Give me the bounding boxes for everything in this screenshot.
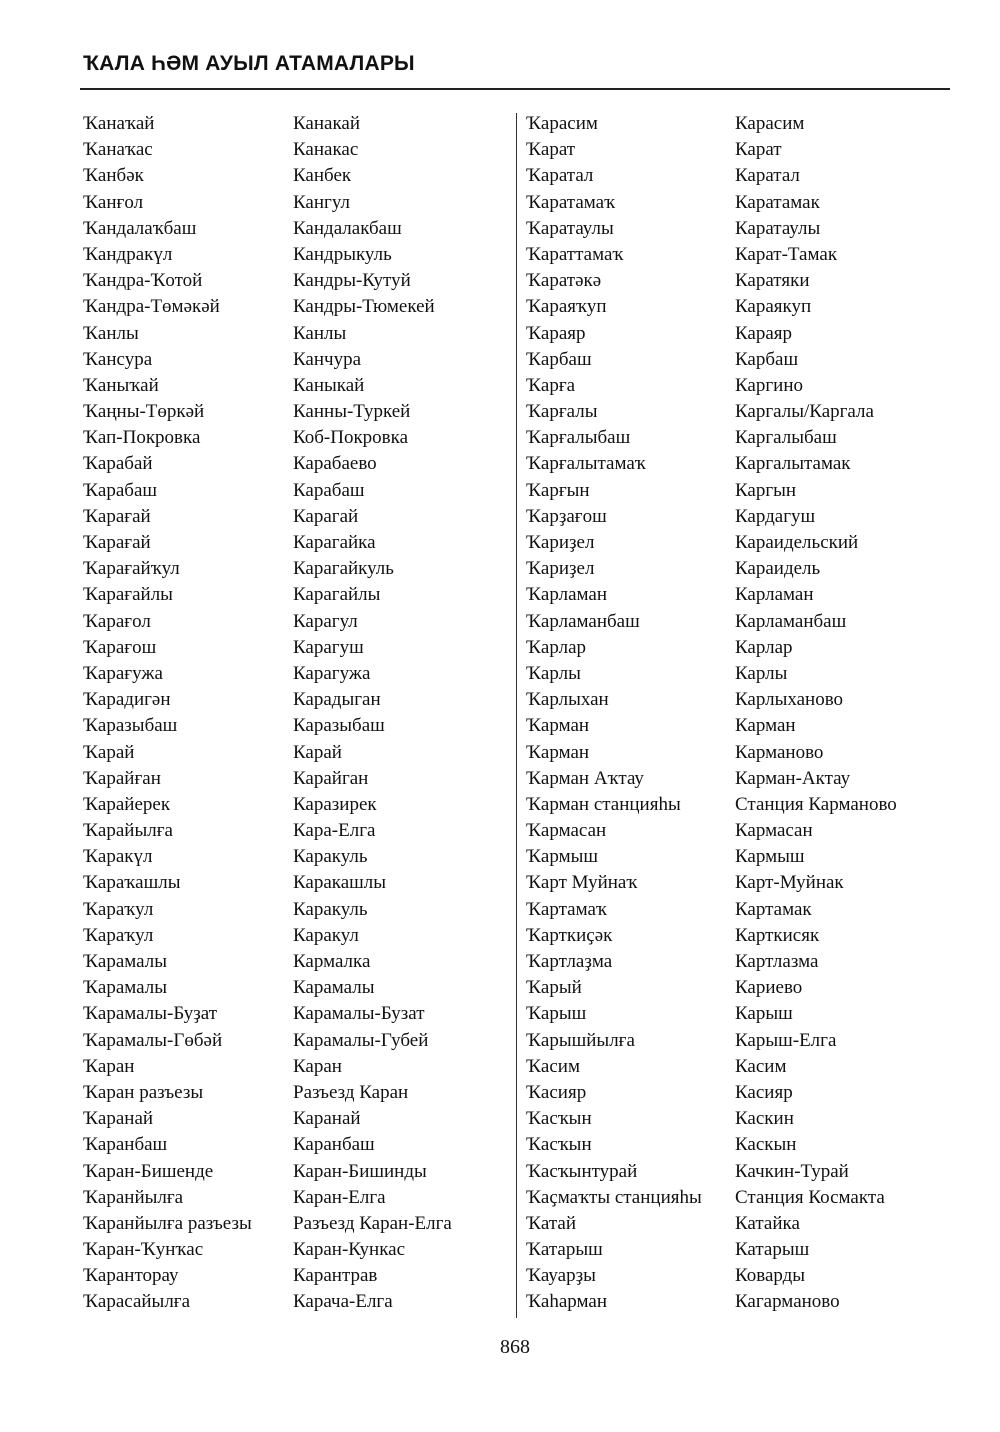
list-item: Карайган bbox=[293, 767, 369, 789]
list-item: Карантрав bbox=[293, 1265, 378, 1287]
list-item: Ҡарағужа bbox=[83, 662, 163, 684]
list-item: Ҡарға bbox=[526, 374, 576, 396]
list-item: Карадыган bbox=[293, 689, 381, 711]
list-item: Кандрыкуль bbox=[293, 243, 392, 265]
list-item: Ҡанғол bbox=[83, 191, 144, 213]
list-item: Ҡаныҡай bbox=[83, 374, 159, 396]
list-item: Каракуль bbox=[293, 898, 368, 920]
list-item: Ҡарай bbox=[83, 741, 135, 763]
list-item: Ҡандалаҡбаш bbox=[83, 217, 197, 239]
list-item: Ҡаратал bbox=[526, 165, 594, 187]
list-item: Карманово bbox=[735, 741, 824, 763]
list-item: Ҡанаҡас bbox=[83, 139, 153, 161]
list-item: Ҡарыш bbox=[526, 1003, 587, 1025]
list-item: Ҡараҡашлы bbox=[83, 872, 181, 894]
list-item: Касим bbox=[735, 1055, 787, 1077]
list-item: Ҡарғалытамаҡ bbox=[526, 453, 646, 475]
list-item: Ҡарағай bbox=[83, 505, 151, 527]
list-item: Ҡауарҙы bbox=[526, 1265, 596, 1287]
list-item: Ҡарабаш bbox=[83, 479, 158, 501]
list-item: Каран bbox=[293, 1055, 342, 1077]
header-divider bbox=[80, 88, 950, 90]
list-item: Ҡаратаулы bbox=[526, 217, 614, 239]
list-item: Ҡартлаҙма bbox=[526, 951, 613, 972]
list-item: Ҡанаҡай bbox=[83, 113, 155, 134]
list-item: Ҡаратамаҡ bbox=[526, 191, 615, 213]
list-item: Ҡарый bbox=[526, 977, 582, 999]
list-item: Ҡандра-Төмәкәй bbox=[83, 296, 220, 318]
list-item: Ҡарағай bbox=[83, 532, 151, 553]
list-item: Карамалы-Бузат bbox=[293, 1003, 425, 1025]
list-item: Карман-Актау bbox=[735, 767, 851, 789]
list-item: Ҡарамалы-Гөбәй bbox=[83, 1029, 223, 1051]
list-item: Ҡасим bbox=[526, 1055, 580, 1077]
list-item: Ҡараяр bbox=[526, 322, 586, 344]
list-item: Кандалакбаш bbox=[293, 217, 402, 239]
list-item: Ҡарғын bbox=[526, 479, 590, 501]
list-item: Караидель bbox=[735, 558, 821, 580]
list-item: Ҡарғалы bbox=[526, 401, 598, 423]
list-item: Каранбаш bbox=[293, 1134, 375, 1156]
list-item: Караяр bbox=[735, 322, 793, 344]
list-item: Карагай bbox=[293, 505, 359, 527]
list-item: Ҡаран-Ҡунҡас bbox=[83, 1239, 204, 1261]
list-item: Ҡарасайылға bbox=[83, 1291, 191, 1313]
list-item: Катайка bbox=[735, 1212, 800, 1234]
list-item: Карыш bbox=[735, 1003, 793, 1025]
list-item: Каскын bbox=[735, 1134, 797, 1156]
list-item: Карат bbox=[735, 139, 782, 161]
list-item: Ҡараттамаҡ bbox=[526, 243, 624, 265]
list-item: Кандры-Кутуй bbox=[293, 270, 411, 292]
page-header-title: ҠАЛА ҺӘМ АУЫЛ АТАМАЛАРЫ bbox=[83, 52, 415, 75]
list-item: Ҡарлыхан bbox=[526, 689, 609, 711]
list-item: Катарыш bbox=[735, 1239, 810, 1261]
list-item: Ҡаразыбаш bbox=[83, 715, 178, 737]
list-item: Ҡарағайлы bbox=[83, 584, 173, 606]
list-item: Ҡандра-Ҡотой bbox=[83, 270, 203, 292]
list-item: Карагайлы bbox=[293, 584, 381, 606]
list-item: Ҡаранйылға bbox=[83, 1186, 184, 1208]
list-item: Ҡартамаҡ bbox=[526, 898, 607, 920]
list-item: Ҡарман Аҡтау bbox=[526, 767, 644, 789]
list-item: Ҡарламанбаш bbox=[526, 610, 640, 632]
list-item: Карасим bbox=[735, 113, 805, 134]
list-item: Канакай bbox=[293, 113, 361, 134]
list-item: Ҡарҙағош bbox=[526, 505, 607, 527]
list-item: Ҡарамалы-Буҙат bbox=[83, 1003, 218, 1025]
list-item: Ҡариҙел bbox=[526, 558, 595, 580]
list-item: Каранай bbox=[293, 1108, 361, 1130]
list-item: Ҡарасим bbox=[526, 113, 598, 134]
list-item: Каратамак bbox=[735, 191, 820, 213]
list-item: Станция Космакта bbox=[735, 1186, 885, 1208]
list-item: Канчура bbox=[293, 348, 362, 370]
list-item: Ҡаранбаш bbox=[83, 1134, 168, 1156]
list-item: Каракашлы bbox=[293, 872, 387, 894]
list-item: Ҡарадигән bbox=[83, 689, 171, 711]
list-item: Кара-Елга bbox=[293, 820, 376, 842]
list-item: Карбаш bbox=[735, 348, 799, 370]
list-item: Ҡарламан bbox=[526, 584, 608, 606]
list-item: Карагужа bbox=[293, 662, 371, 684]
list-item: Кармасан bbox=[735, 820, 813, 842]
list-item: Караидельский bbox=[735, 532, 859, 553]
list-item: Кардагуш bbox=[735, 505, 816, 527]
list-item: Ҡарағош bbox=[83, 636, 157, 658]
list-item: Картлазма bbox=[735, 951, 819, 972]
list-item: Карамалы bbox=[293, 977, 375, 999]
list-item: Разъезд Каран-Елга bbox=[293, 1212, 452, 1234]
list-item: Ҡарман bbox=[526, 715, 590, 737]
list-item: Ҡарбаш bbox=[526, 348, 592, 370]
list-item: Каргалытамак bbox=[735, 453, 851, 475]
list-item: Карабаш bbox=[293, 479, 365, 501]
list-item: Канакас bbox=[293, 139, 359, 161]
list-item: Касияр bbox=[735, 1081, 793, 1103]
page-number: 868 bbox=[500, 1336, 530, 1358]
list-item: Карыш-Елга bbox=[735, 1029, 837, 1051]
list-item: Канбек bbox=[293, 165, 352, 187]
list-item: Кармыш bbox=[735, 846, 805, 868]
list-item: Карагайка bbox=[293, 532, 376, 553]
list-item: Карат-Тамак bbox=[735, 243, 838, 265]
list-item: Карагайкуль bbox=[293, 558, 394, 580]
list-item: Ҡандракүл bbox=[83, 243, 173, 265]
list-item: Каратаулы bbox=[735, 217, 821, 239]
list-item: Ҡарайған bbox=[83, 767, 161, 789]
list-item: Каскин bbox=[735, 1108, 794, 1130]
list-item: Карай bbox=[293, 741, 342, 763]
list-item: Карт-Муйнак bbox=[735, 872, 844, 894]
list-item: Ҡариҙел bbox=[526, 532, 595, 553]
list-item: Каран-Бишинды bbox=[293, 1160, 427, 1182]
list-item: Ҡаран разъезы bbox=[83, 1081, 204, 1103]
list-item: Карагул bbox=[293, 610, 358, 632]
list-item: Ҡаңны-Төркәй bbox=[83, 401, 205, 423]
right-russian-column bbox=[735, 111, 897, 1316]
list-item: Разъезд Каран bbox=[293, 1081, 409, 1103]
list-item: Ҡарман bbox=[526, 741, 590, 763]
list-item: Ҡанбәк bbox=[83, 165, 144, 187]
list-item: Карамалы-Губей bbox=[293, 1029, 429, 1051]
list-item: Каракул bbox=[293, 924, 359, 946]
list-item: Ҡасҡын bbox=[526, 1134, 592, 1156]
list-item: Ҡарат bbox=[526, 139, 576, 161]
list-item: Ҡаһарман bbox=[526, 1291, 608, 1313]
list-item: Ҡарман станцияһы bbox=[526, 793, 681, 815]
list-item: Коб-Покровка bbox=[293, 427, 409, 449]
list-item: Каразирек bbox=[293, 793, 377, 815]
list-item: Ҡарт Муйнаҡ bbox=[526, 872, 638, 894]
list-item: Ҡармыш bbox=[526, 846, 598, 868]
list-item: Каракуль bbox=[293, 846, 368, 868]
list-item: Каран-Елга bbox=[293, 1186, 386, 1208]
list-item: Каргын bbox=[735, 479, 797, 501]
list-item: Ҡасҡынтурай bbox=[526, 1160, 638, 1182]
list-item: Ҡап-Покровка bbox=[83, 427, 201, 449]
list-item: Кандры-Тюмекей bbox=[293, 296, 435, 318]
left-bashkir-column bbox=[83, 111, 252, 1316]
left-russian-column bbox=[293, 111, 452, 1316]
list-item: Ҡараҡул bbox=[83, 924, 154, 946]
list-item: Карабаево bbox=[293, 453, 377, 475]
list-item: Ҡараяҡуп bbox=[526, 296, 607, 318]
list-item: Ҡарлы bbox=[526, 662, 581, 684]
list-item: Каныкай bbox=[293, 374, 365, 396]
list-item: Ҡарамалы bbox=[83, 951, 168, 972]
list-item: Станция Карманово bbox=[735, 793, 897, 815]
list-item: Ҡаран bbox=[83, 1055, 135, 1077]
list-item: Карлы bbox=[735, 662, 788, 684]
list-item: Кагарманово bbox=[735, 1291, 840, 1313]
list-item: Кариево bbox=[735, 977, 803, 999]
list-item: Карламанбаш bbox=[735, 610, 847, 632]
list-item: Ҡарткиҫәк bbox=[526, 924, 613, 946]
list-item: Карламан bbox=[735, 584, 814, 606]
list-item: Ҡанлы bbox=[83, 322, 139, 344]
column-divider bbox=[516, 113, 517, 1318]
list-item: Ҡарамалы bbox=[83, 977, 168, 999]
list-item: Кармалка bbox=[293, 951, 371, 972]
list-item: Ҡарайерек bbox=[83, 793, 171, 815]
list-item: Ҡансура bbox=[83, 348, 153, 370]
list-item: Каргалы/Каргала bbox=[735, 401, 874, 423]
list-item: Ҡаранай bbox=[83, 1108, 154, 1130]
list-item: Картамак bbox=[735, 898, 812, 920]
list-item: Ҡармасан bbox=[526, 820, 607, 842]
list-item: Каратал bbox=[735, 165, 800, 187]
list-item: Ҡаран-Бишенде bbox=[83, 1160, 214, 1182]
list-item: Ҡатай bbox=[526, 1212, 577, 1234]
list-item: Ҡараҡул bbox=[83, 898, 154, 920]
list-item: Карлыханово bbox=[735, 689, 844, 711]
list-item: Ҡаракүл bbox=[83, 846, 153, 868]
list-item: Ҡарағол bbox=[83, 610, 151, 632]
list-item: Кангул bbox=[293, 191, 350, 213]
list-item: Ҡаҫмаҡты станцияһы bbox=[526, 1186, 702, 1208]
list-item: Ҡаранторау bbox=[83, 1265, 179, 1287]
list-item: Карача-Елга bbox=[293, 1291, 393, 1313]
list-item: Ҡасҡын bbox=[526, 1108, 592, 1130]
list-item: Карман bbox=[735, 715, 796, 737]
list-item: Коварды bbox=[735, 1265, 806, 1287]
list-item: Карткисяк bbox=[735, 924, 820, 946]
list-item: Ҡаратәкә bbox=[526, 270, 602, 292]
list-item: Ҡасияр bbox=[526, 1081, 587, 1103]
list-item: Каргалыбаш bbox=[735, 427, 837, 449]
list-item: Ҡарағайҡул bbox=[83, 558, 180, 580]
list-item: Карагуш bbox=[293, 636, 364, 658]
list-item: Каргино bbox=[735, 374, 803, 396]
list-item: Караякуп bbox=[735, 296, 812, 318]
list-item: Ҡарайылға bbox=[83, 820, 173, 842]
right-bashkir-column bbox=[526, 111, 702, 1316]
list-item: Каратяки bbox=[735, 270, 810, 292]
list-item: Канлы bbox=[293, 322, 347, 344]
list-item: Каран-Кункас bbox=[293, 1239, 406, 1261]
list-item: Каразыбаш bbox=[293, 715, 385, 737]
list-item: Ҡатарыш bbox=[526, 1239, 603, 1261]
list-item: Ҡарышйылға bbox=[526, 1029, 635, 1051]
list-item: Карлар bbox=[735, 636, 793, 658]
list-item: Канны-Туркей bbox=[293, 401, 411, 423]
list-item: Ҡаранйылға разъезы bbox=[83, 1212, 252, 1234]
list-item: Ҡарлар bbox=[526, 636, 587, 658]
list-item: Ҡарғалыбаш bbox=[526, 427, 631, 449]
list-item: Качкин-Турай bbox=[735, 1160, 849, 1182]
list-item: Ҡарабай bbox=[83, 453, 153, 475]
